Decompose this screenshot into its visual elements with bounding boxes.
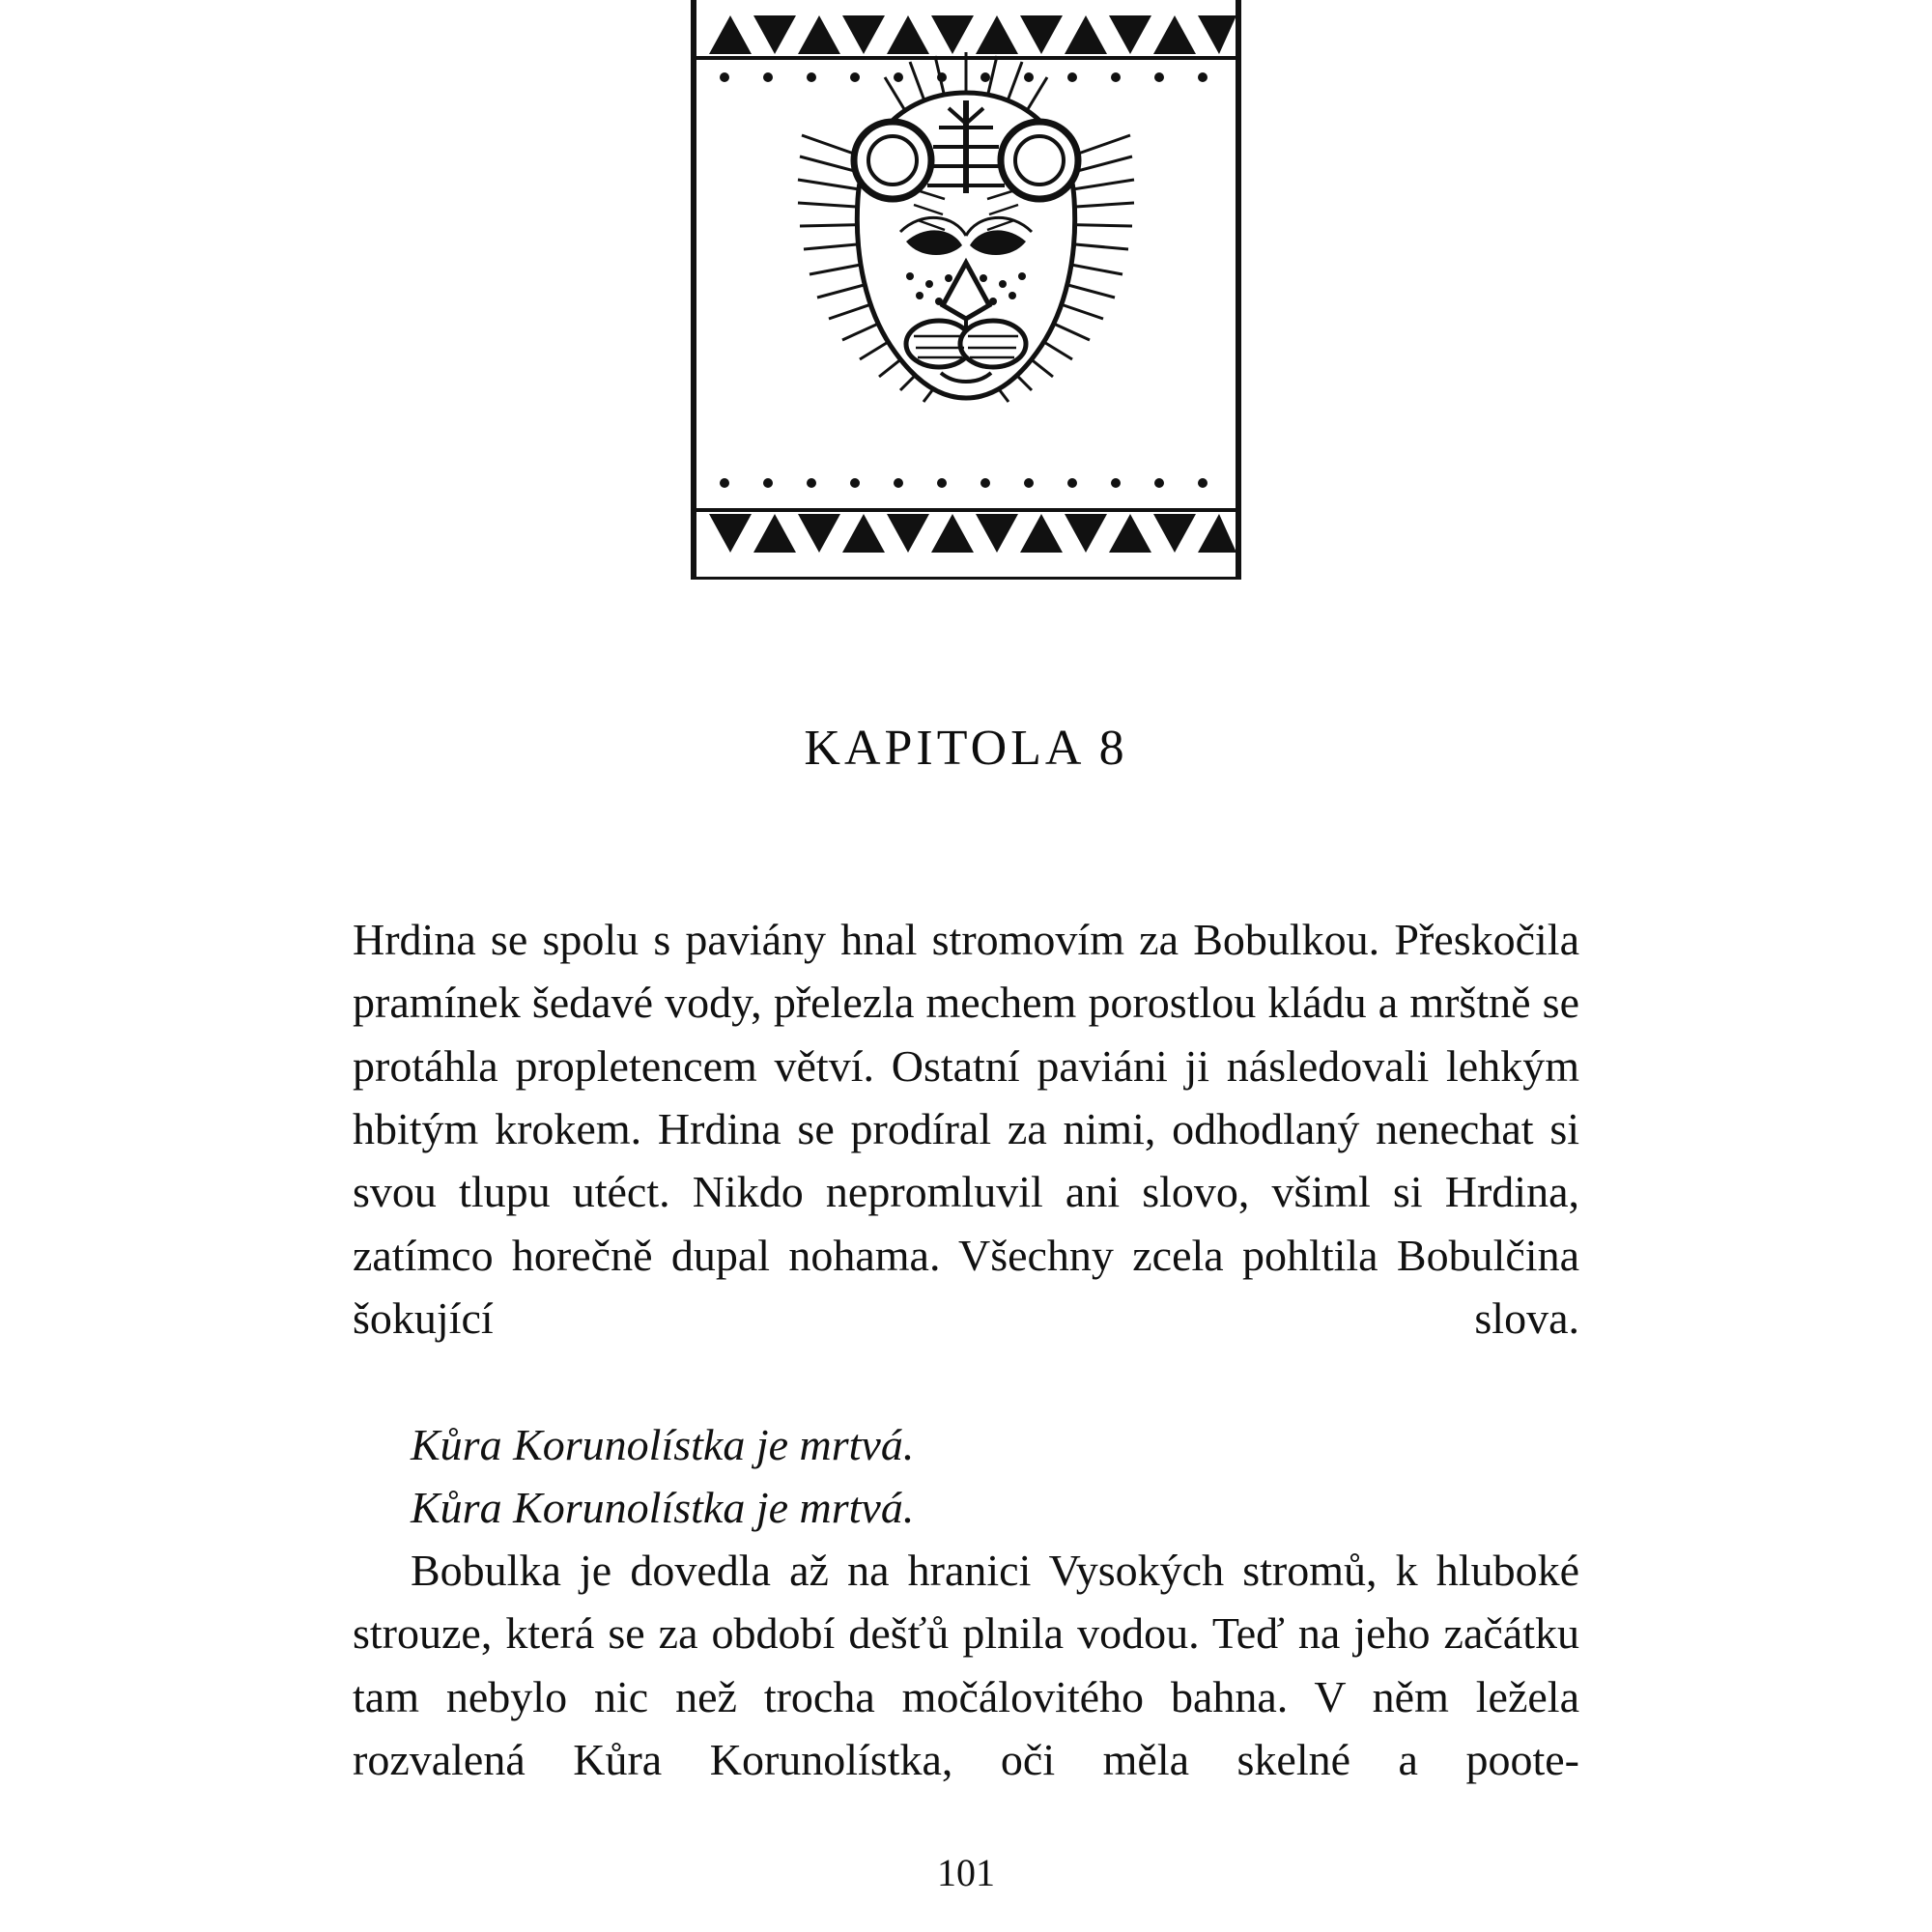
chapter-title: KAPITOLA 8: [804, 720, 1128, 776]
paragraph: Bobulka je dovedla až na hranici Vysokých stromů, k hluboké strouze, která se za období dešťů plnila vodou. Teď na jeho začátku tam nebylo nic než trocha močálovitého bahna. V něm ležela rozvalená Kůra Korunolístka, oči měla skelné a poote-: [353, 1546, 1579, 1785]
lion-mask-icon: [686, 0, 1246, 580]
chapter-ornament-illustration: [686, 0, 1246, 580]
paragraph-italic: Kůra Korunolístka je mrtvá.: [411, 1419, 915, 1469]
body-text: [353, 908, 1579, 1855]
paragraph: Hrdina se spolu s paviány hnal stromovím za Bobulkou. Přeskočila pramínek šedavé vody, přelezla mechem porostlou kládu a mrštně se protáhla propletencem větví. Ostatní paviáni ji následovali lehkým hbitým krokem. Hrdina se prodíral za nimi, odhodlaný nenechat si svou tlupu utéct. Nikdo nepromluvil ani slovo, všiml si Hrdina, zatímco horečně dupal nohama. Všechny zcela pohltila Bobulčina šokující slova.: [353, 915, 1579, 1343]
page-number: 101: [937, 1851, 995, 1894]
paragraph-italic: Kůra Korunolístka je mrtvá.: [411, 1482, 915, 1532]
